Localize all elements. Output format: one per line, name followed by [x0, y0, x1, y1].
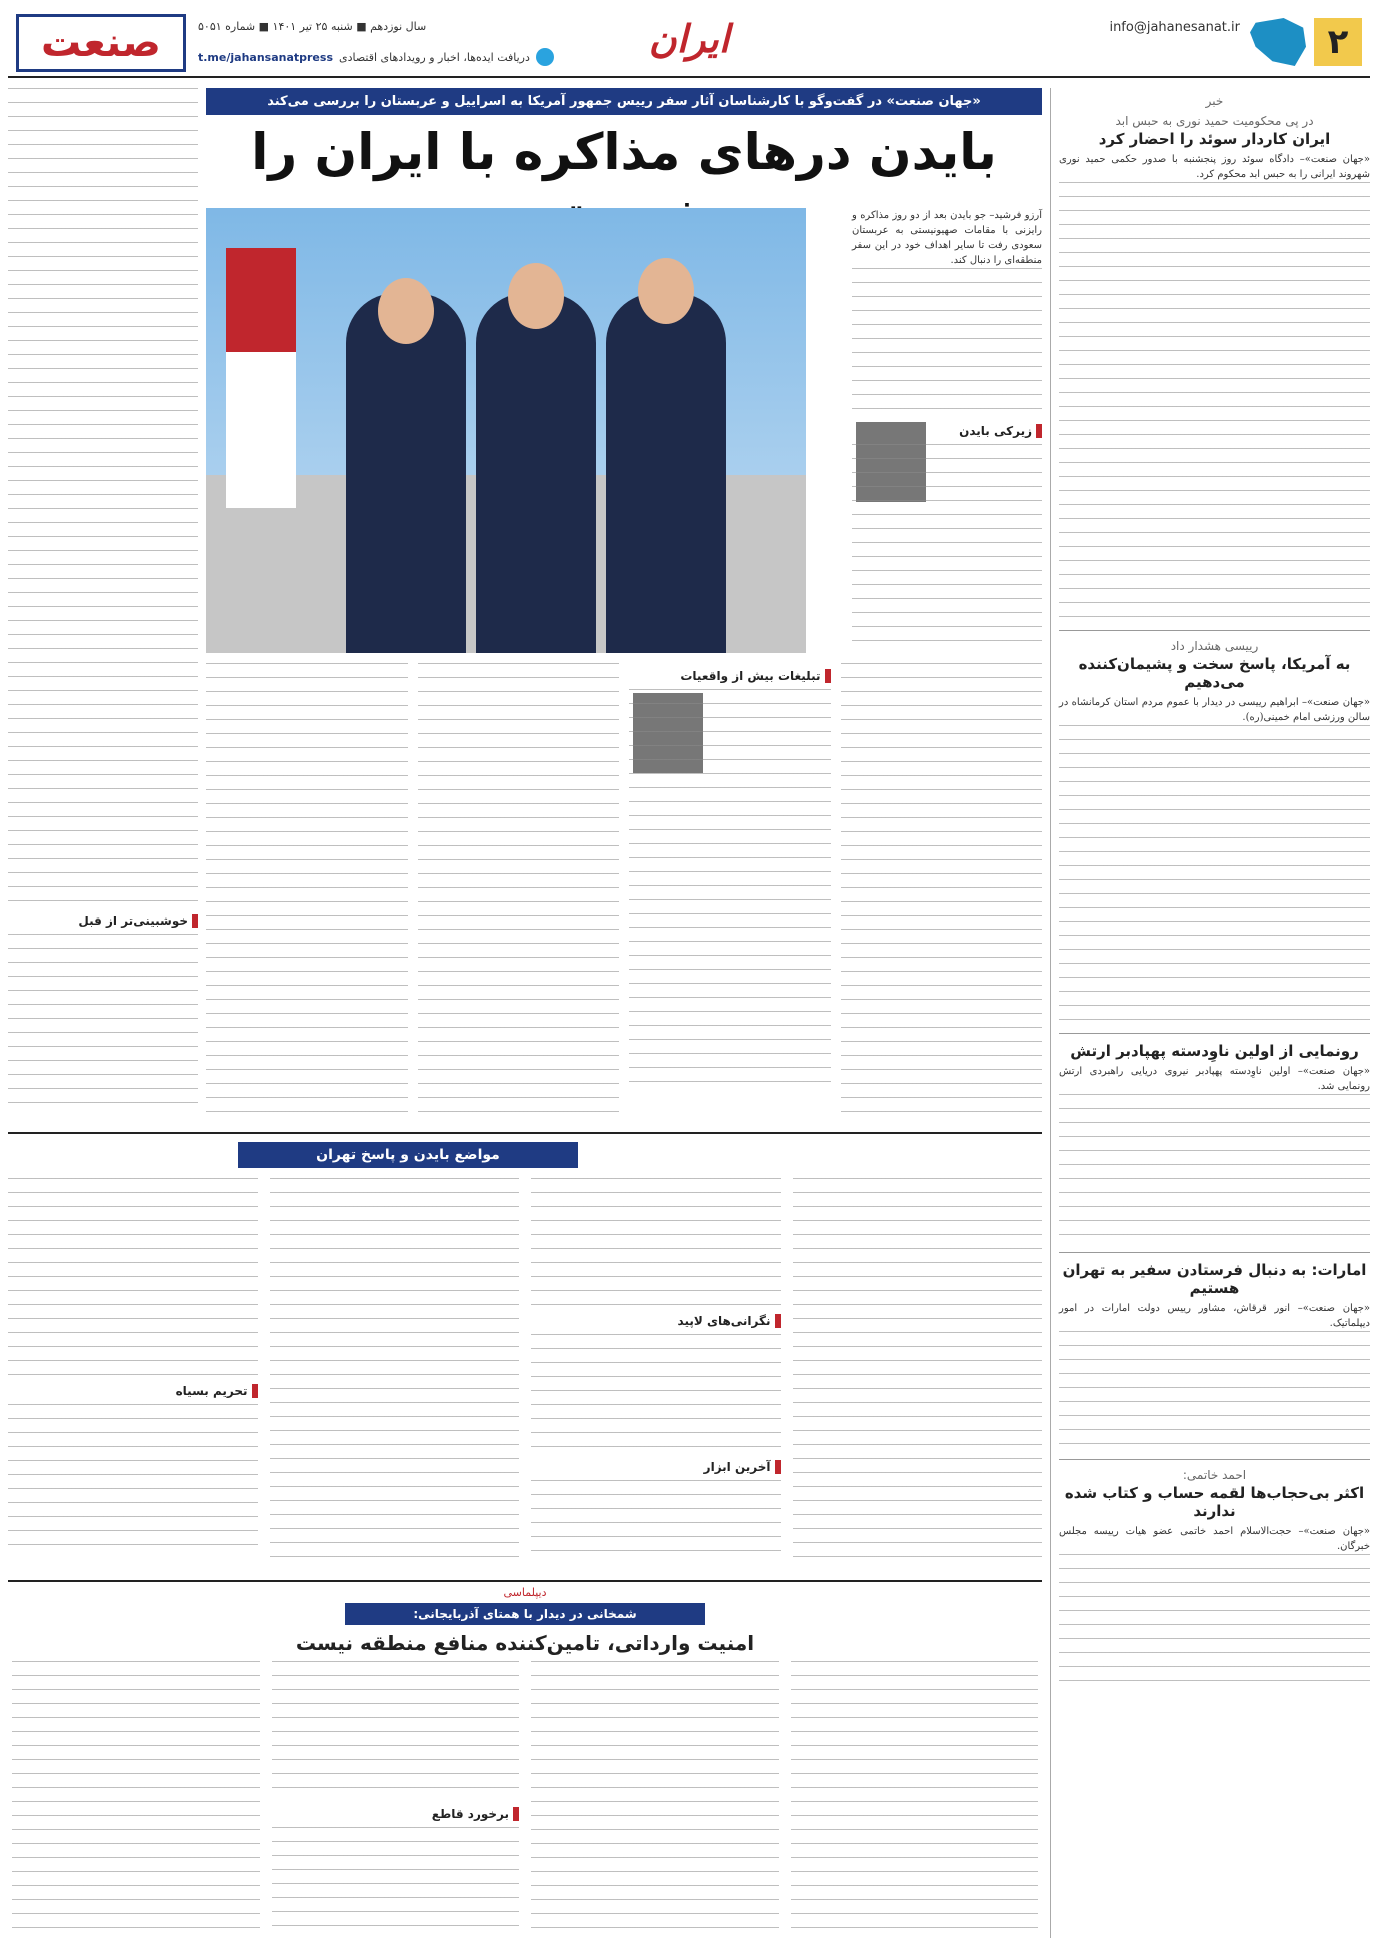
section-title: ایران [648, 16, 730, 61]
article-text [8, 934, 198, 1114]
sub-article [8, 1132, 1042, 1572]
story-text [1059, 1554, 1370, 1684]
story-headline: رونمایی از اولین ناوِدسته پهپادبر ارتش [1070, 1042, 1359, 1060]
column-tag: خبر [1205, 94, 1224, 108]
story-lead: «جهان صنعت»– دادگاه سوئد روز پنجشنبه با صدور حکمی حمید نوری شهروند ایرانی را به حبس ابد محکوم کرد. [1059, 154, 1370, 180]
story-headline: امارات: به دنبال فرستادن سفیر به تهران هستیم [1062, 1261, 1367, 1297]
article-title: بایدن درهای مذاکره با ایران را [251, 123, 997, 181]
article-text [8, 1404, 258, 1554]
person-head [378, 278, 434, 344]
telegram-label: دریافت ایده‌ها، اخبار و رویدادهای اقتصادی [339, 50, 530, 64]
article-text [8, 1178, 258, 1378]
story-kicker: رییسی هشدار داد [1170, 639, 1259, 653]
story-text [1059, 182, 1370, 622]
article-text [272, 1827, 520, 1937]
story-kicker: در پی محکومیت حمید نوری به حبس ابد [1115, 114, 1314, 128]
section-label: نگرانی‌های لاپید [678, 1314, 781, 1328]
telegram-icon [536, 48, 554, 66]
person-head [508, 263, 564, 329]
diplomacy-title: امنیت وارداتی، تامین‌کننده منافع منطقه نیست [295, 1631, 755, 1655]
article-text [12, 1661, 260, 1941]
page-number: ۲ [1314, 18, 1362, 66]
divider [1059, 1459, 1370, 1460]
story-kicker: احمد خاتمی: [1182, 1468, 1247, 1482]
person-head [638, 258, 694, 324]
sub-article-banner: مواضع بایدن و پاسخ تهران [238, 1142, 578, 1168]
section-label: تبلیغات بیش از واقعیات [680, 669, 830, 683]
article-photo [206, 208, 806, 653]
story-headline: به آمریکا، پاسخ سخت و پشیمان‌کننده می‌دهیم [1078, 655, 1351, 691]
article-banner: «جهان صنعت» در گفت‌وگو با کارشناسان آثار سفر رییس جمهور آمریکا به اسراییل و عربستان را بررسی می‌کند [206, 88, 1042, 115]
telegram-url: t.me/jahansanatpress [198, 50, 333, 64]
section-label: زیرکی بایدن [959, 424, 1042, 438]
news-column [1050, 88, 1370, 1938]
article-text [531, 1334, 781, 1454]
newspaper-logo: صنعت [16, 14, 186, 72]
diplomacy-banner: شمخانی در دیدار با همتای آذربایجانی: [345, 1603, 705, 1625]
story-lead: «جهان صنعت»– اولین ناوِدسته پهپادبر نیروی دریایی راهبردی ارتش رونمایی شد. [1059, 1066, 1370, 1092]
section-label: تحریم بسیاه [176, 1384, 258, 1398]
person-figure [346, 293, 466, 653]
divider [1059, 1252, 1370, 1253]
article-intro: آرزو فرشید– جو بایدن بعد از دو روز مذاکره و رایزنی با مقامات صهیونیستی به عربستان سعودی رفت تا سایر اهداف خود در این سفر منطقه‌ای را دنبال کند. [852, 210, 1042, 266]
article-text [531, 1178, 781, 1308]
article-text [272, 1661, 520, 1801]
flag-image [226, 248, 296, 508]
iran-map-icon [1250, 18, 1306, 66]
story-headline: اکثر بی‌حجاب‌ها لقمه حساب و کتاب شده ندارند [1064, 1484, 1365, 1520]
continuation-column [8, 88, 198, 1128]
story-text [1059, 725, 1370, 1025]
story-text [1059, 1094, 1370, 1244]
article-text [791, 1661, 1039, 1941]
article-text [8, 88, 198, 908]
article-text [531, 1480, 781, 1560]
story-lead: «جهان صنعت»– انور قرقاش، مشاور رییس دولت امارات در امور دیپلماتیک. [1059, 1303, 1370, 1329]
story-lead: «جهان صنعت»– ابراهیم رییسی در دیدار با عموم مردم استان کرمانشاه در سالن ورزشی امام خمینی(ره). [1059, 697, 1370, 723]
article-text [206, 663, 408, 1118]
telegram-info [198, 48, 554, 66]
section-label: خوشبینی‌تر از قبل [78, 914, 198, 928]
email: info@jahanesanat.ir [1109, 20, 1240, 35]
article-text [418, 663, 620, 1118]
article-text [270, 1178, 520, 1568]
story-text [1059, 1331, 1370, 1451]
divider [1059, 630, 1370, 631]
article-text [531, 1661, 779, 1941]
issue-line: سال نوزدهم ■ شنبه ۲۵ تیر ۱۴۰۱ ■ شماره ۵۰۵۱ [198, 20, 427, 33]
article-columns [206, 663, 1042, 1123]
section-label: آخرین ابزار [704, 1460, 781, 1474]
article-text [841, 663, 1043, 1118]
story-headline: ایران کاردار سوئد را احضار کرد [1098, 130, 1331, 148]
article-text [629, 689, 831, 1089]
section-label: برخورد قاطع [432, 1807, 519, 1821]
person-figure [606, 293, 726, 653]
story-lead: «جهان صنعت»– حجت‌الاسلام احمد خاتمی عضو هیات رییسه مجلس خبرگان. [1059, 1526, 1370, 1552]
masthead [8, 8, 1370, 78]
person-figure [476, 293, 596, 653]
main-article [206, 88, 1042, 1128]
article-text [793, 1178, 1043, 1568]
article-text [852, 444, 1042, 654]
diplomacy-article [8, 1580, 1042, 1938]
intro-column [852, 208, 1042, 653]
divider [1059, 1033, 1370, 1034]
section-tag: دیپلماسی [503, 1586, 547, 1599]
article-text [852, 268, 1042, 418]
